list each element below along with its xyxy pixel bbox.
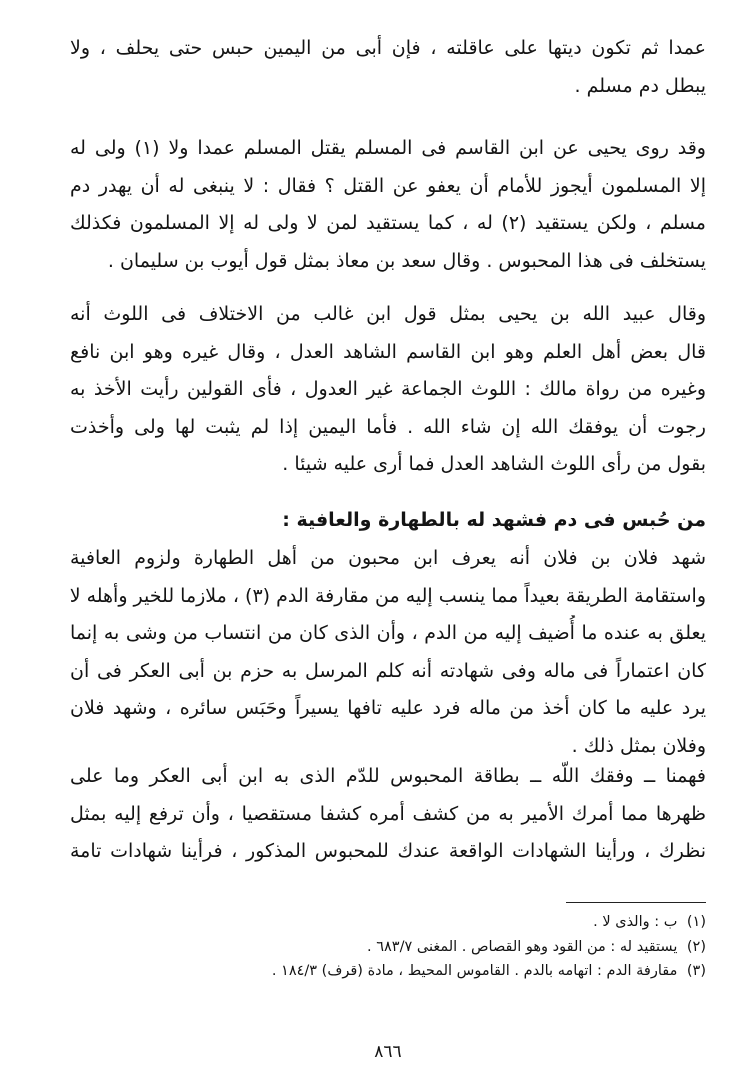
footnote-text: يستقيد له : من القود وهو القصاص . المغنى ٦٨٣/٧ . bbox=[367, 938, 678, 955]
text-line: عمدا ثم تكون ديتها على عاقلته ، فإن أبى من اليمين حبس حتى يحلف ، ولا bbox=[70, 37, 706, 59]
footnote-text: ب : والذى لا . bbox=[593, 914, 678, 930]
text-line: يعلق به عنده ما أُضيف إليه من الدم ، وأن الذى كان من انتساب من وشى به إنما bbox=[70, 622, 706, 644]
footnote-2 bbox=[70, 935, 706, 960]
paragraph-2 bbox=[70, 130, 706, 280]
text-line: رجوت أن يوفقك الله إن شاء الله . فأما اليمين إذا لم يثبت لها ولى وأخذت bbox=[70, 415, 706, 438]
text-line: بقول من رأى اللوث الشاهد العدل فما أرى عليه شيئا . bbox=[282, 453, 706, 475]
text-line: يستخلف فى هذا المحبوس . وقال سعد بن معاذ بمثل قول أيوب بن سليمان . bbox=[107, 249, 706, 272]
text-line: ظهرها مما أمرك الأمير به من كشف أمره كشفا مستقصيا ، وأن ترفع إليه بمثل bbox=[70, 802, 706, 825]
text-line: مسلم ، ولكن يستقيد (٢) له ، كما يستقيد لمن لا ولى له إلا المسلمون فكذلك bbox=[70, 212, 706, 234]
text-line: واستقامة الطريقة بعيداً مما ينسب إليه من مقارفة الدم (٣) ، ملازما للخير وأهله لا bbox=[70, 584, 706, 607]
footnote-number: (٢) bbox=[686, 938, 706, 955]
book-page bbox=[70, 30, 706, 1070]
text-line: وقد روى يحيى عن ابن القاسم فى المسلم يقتل المسلم عمدا ولا (١) ولى له bbox=[70, 137, 706, 159]
footnote-3 bbox=[70, 959, 706, 984]
text-line: يبطل دم مسلم . bbox=[574, 74, 706, 97]
page-number: ٨٦٦ bbox=[374, 1042, 402, 1062]
text-line: كان اعتماراً فى ماله وفى شهادته أنه كلم المرسل به حزم بن أبى العكر فى أن bbox=[70, 659, 706, 682]
text-line: إلا المسلمون أيجوز للأمام أن يعفو عن القتل ؟ فقال : لا ينبغى له أن يهدر دم bbox=[70, 174, 706, 197]
section-heading: من حُبس فى دم فشهد له بالطهارة والعافية : bbox=[282, 509, 706, 531]
footnotes bbox=[70, 910, 706, 984]
footnote-number: (٣) bbox=[686, 963, 706, 979]
text-line: نظرك ، ورأينا الشهادات الواقعة عندك للمحبوس المذكور ، فرأينا شهادات تامة bbox=[70, 840, 706, 862]
footnote-number: (١) bbox=[686, 914, 706, 930]
text-line: وغيره من رواة مالك : اللوث الجماعة غير العدول ، فأى القولين رأيت الأخذ به bbox=[70, 378, 706, 400]
paragraph-3 bbox=[70, 296, 706, 484]
text-line: فهمنا ــ وفقك اللّه ــ بطاقة المحبوس للدّم الذى به ابن أبى العكر وما على bbox=[70, 765, 706, 787]
text-line: وفلان بمثل ذلك . bbox=[571, 734, 706, 757]
paragraph-5 bbox=[70, 758, 706, 871]
text-line: وقال عبيد الله بن يحيى بمثل قول ابن غالب من الاختلاف فى اللوث أنه bbox=[70, 303, 706, 325]
footnote-separator bbox=[566, 902, 706, 903]
footnote-1 bbox=[70, 910, 706, 935]
footnote-text: مقارفة الدم : اتهامه بالدم . القاموس المحيط ، مادة (قرف) ١٨٤/٣ . bbox=[271, 963, 678, 979]
text-line: شهد فلان بن فلان أنه يعرف ابن محبون من أهل الطهارة ولزوم العافية bbox=[70, 547, 706, 569]
paragraph-1 bbox=[70, 30, 706, 105]
text-line: يرد عليه ما كان أخذ من ماله فرد عليه تافها يسيراً وحَبَس سائره ، وشهد فلان bbox=[70, 697, 706, 719]
text-line: قال بعض أهل العلم وهو ابن القاسم الشاهد العدل ، وقال غيره وهو ابن نافع bbox=[70, 340, 706, 363]
paragraph-4 bbox=[70, 540, 706, 765]
